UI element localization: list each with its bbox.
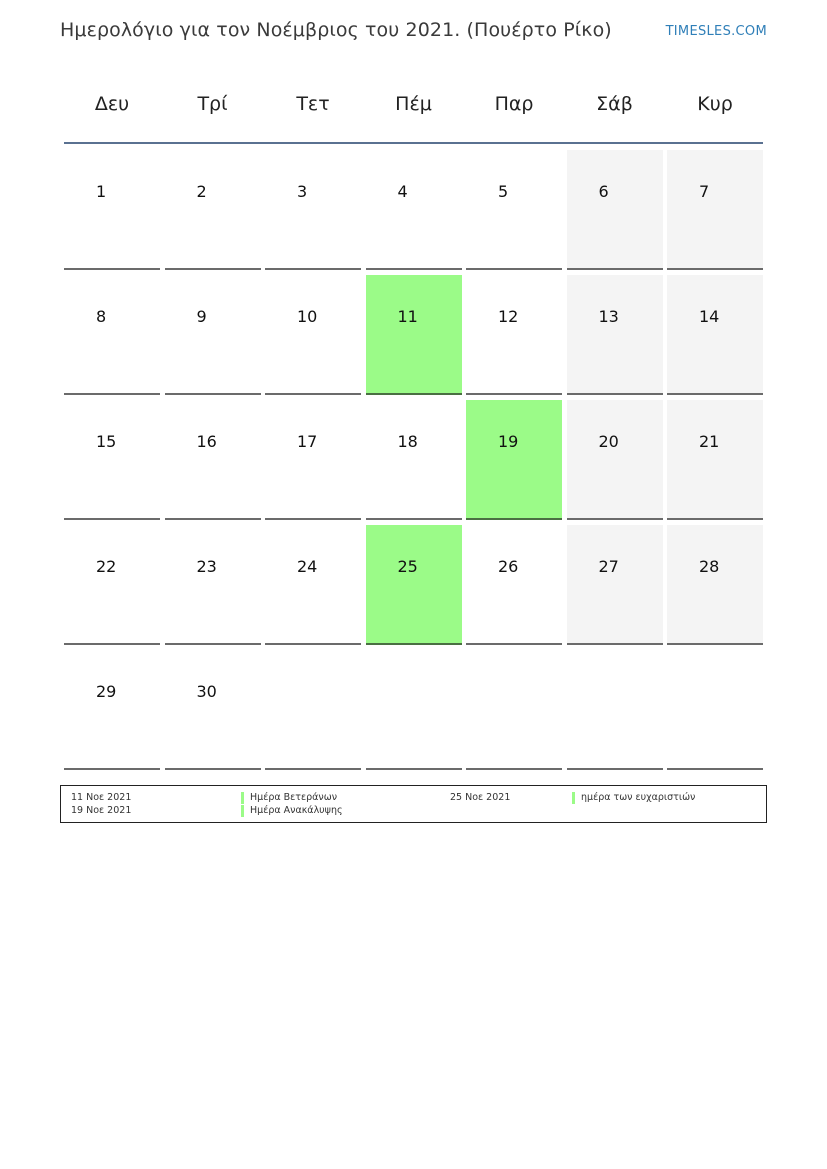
day-number: 22 <box>96 557 117 576</box>
day-cell <box>165 525 261 645</box>
day-cell <box>64 275 160 395</box>
weekday-label: Τρί <box>197 93 228 115</box>
day-cell <box>265 275 361 395</box>
day-cell <box>165 275 261 395</box>
day-cell <box>265 525 361 645</box>
day-number: 26 <box>498 557 519 576</box>
day-cell <box>466 525 562 645</box>
legend-holiday-name: ημέρα των ευχαριστιών <box>572 792 695 804</box>
day-number: 7 <box>699 182 710 201</box>
weekday-header-row <box>64 80 763 144</box>
day-number: 10 <box>297 307 318 326</box>
day-cell <box>64 525 160 645</box>
day-number: 14 <box>699 307 720 326</box>
day-number: 17 <box>297 432 318 451</box>
day-number: 21 <box>699 432 720 451</box>
day-cell <box>165 150 261 270</box>
day-cell-empty <box>567 650 663 770</box>
calendar-grid <box>64 150 763 770</box>
day-number: 30 <box>196 682 217 701</box>
day-cell <box>265 150 361 270</box>
day-number: 6 <box>598 182 609 201</box>
day-number: 3 <box>297 182 308 201</box>
day-number: 2 <box>196 182 207 201</box>
day-number: 25 <box>397 557 418 576</box>
weekday-label: Πέμ <box>395 93 432 115</box>
day-cell <box>366 150 462 270</box>
day-cell-weekend <box>667 275 763 395</box>
day-cell-weekend <box>667 400 763 520</box>
day-number: 18 <box>397 432 418 451</box>
day-cell-weekend <box>567 525 663 645</box>
day-cell-weekend <box>567 275 663 395</box>
day-cell-holiday <box>366 275 462 395</box>
legend-holiday-name: Ημέρα Βετεράνων <box>241 792 337 804</box>
day-cell-weekend <box>667 525 763 645</box>
weekday-label: Σάβ <box>596 93 633 115</box>
weekday-label: Παρ <box>494 93 534 115</box>
day-cell-holiday <box>466 400 562 520</box>
day-cell <box>366 400 462 520</box>
day-number: 24 <box>297 557 318 576</box>
day-cell <box>165 650 261 770</box>
day-number: 13 <box>598 307 619 326</box>
legend-date: 11 Νοε 2021 <box>71 792 132 803</box>
page-title: Ημερολόγιο για τον Νοέμβριος του 2021. (Πουέρτο Ρίκο) <box>60 19 612 41</box>
day-number: 8 <box>96 307 107 326</box>
day-cell-empty <box>366 650 462 770</box>
holiday-legend <box>60 785 767 823</box>
day-cell-holiday <box>366 525 462 645</box>
day-number: 19 <box>498 432 519 451</box>
day-cell-empty <box>667 650 763 770</box>
weekday-label: Τετ <box>296 93 330 115</box>
day-number: 9 <box>196 307 207 326</box>
day-cell <box>265 400 361 520</box>
day-cell <box>64 150 160 270</box>
day-cell <box>64 650 160 770</box>
day-cell-empty <box>466 650 562 770</box>
legend-date: 25 Νοε 2021 <box>450 792 511 803</box>
day-number: 4 <box>397 182 408 201</box>
legend-holiday-name: Ημέρα Ανακάλυψης <box>241 805 343 817</box>
day-number: 28 <box>699 557 720 576</box>
day-cell-weekend <box>567 400 663 520</box>
legend-date: 19 Νοε 2021 <box>71 805 132 816</box>
day-cell <box>466 150 562 270</box>
day-number: 12 <box>498 307 519 326</box>
day-cell <box>466 275 562 395</box>
day-number: 23 <box>196 557 217 576</box>
day-number: 20 <box>598 432 619 451</box>
day-cell-weekend <box>567 150 663 270</box>
day-number: 15 <box>96 432 117 451</box>
day-number: 27 <box>598 557 619 576</box>
weekday-label: Δευ <box>94 93 130 115</box>
day-number: 1 <box>96 182 107 201</box>
day-cell <box>165 400 261 520</box>
day-number: 11 <box>397 307 418 326</box>
day-cell-weekend <box>667 150 763 270</box>
day-number: 16 <box>196 432 217 451</box>
weekday-label: Κυρ <box>697 93 733 115</box>
day-cell-empty <box>265 650 361 770</box>
day-number: 29 <box>96 682 117 701</box>
site-link[interactable]: TIMESLES.COM <box>665 24 767 39</box>
day-number: 5 <box>498 182 509 201</box>
day-cell <box>64 400 160 520</box>
